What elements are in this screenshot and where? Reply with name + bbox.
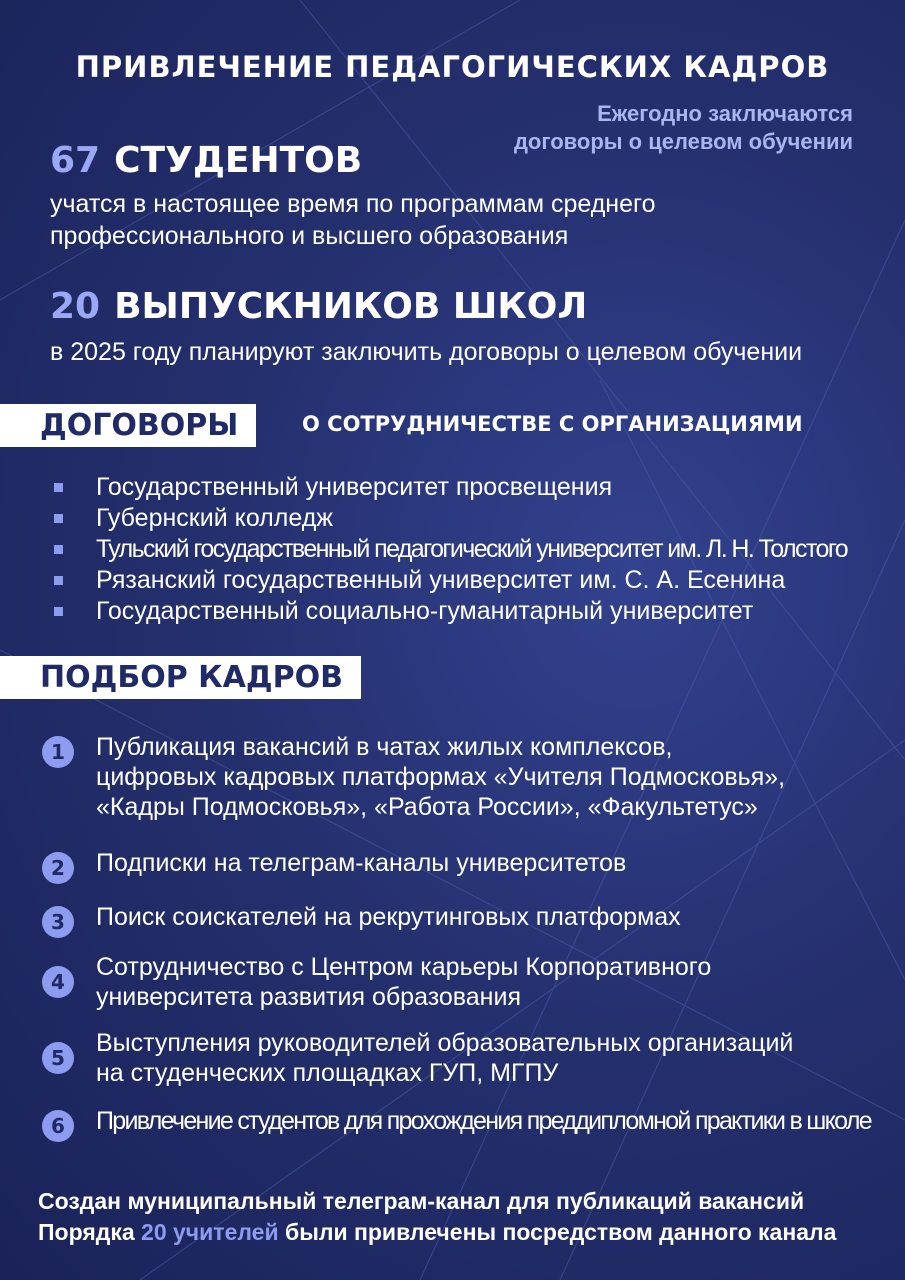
graduates-stat-heading (50, 286, 587, 327)
teachers-count-highlight: 20 учителей (141, 1219, 279, 1245)
footer-note (38, 1186, 836, 1248)
step-text: Привлечение студентов для прохождения преддипломной практики в школе (96, 1107, 871, 1135)
recruitment-label: ПОДБОР КАДРОВ (0, 656, 361, 699)
bullet-square-icon (54, 514, 63, 523)
list-item: Государственный университет просвещения (50, 472, 847, 503)
graduates-label: ВЫПУСКНИКОВ ШКОЛ (114, 286, 588, 327)
step-text: Выступления руководителей образовательных организаций на студенческих площадках ГУП, МГПУ (96, 1029, 794, 1087)
step-text: Публикация вакансий в чатах жилых комплексов, цифровых кадровых платформах «Учителя Подмосковья», «Кадры Подмосковья», «Работа России», «Факультетус» (96, 733, 786, 821)
step-number-badge: 4 (42, 966, 74, 998)
footer-line-1: Создан муниципальный телеграм-канал для публикаций вакансий (38, 1188, 805, 1214)
bullet-square-icon (54, 483, 63, 492)
students-count: 67 (50, 140, 101, 181)
graduates-description: в 2025 году планируют заключить договоры о целевом обучении (50, 338, 803, 366)
step-number-badge: 5 (42, 1042, 74, 1074)
students-stat-heading (50, 140, 362, 181)
agreements-list (50, 472, 847, 627)
students-description (50, 188, 655, 252)
agreements-subtitle: О СОТРУДНИЧЕСТВЕ С ОРГАНИЗАЦИЯМИ (302, 412, 803, 436)
bullet-square-icon (54, 607, 63, 616)
step-number-badge: 2 (42, 852, 74, 884)
graduates-count: 20 (50, 286, 101, 327)
students-desc-line-2: профессионального и высшего образования (50, 222, 569, 250)
note-line-2: договоры о целевом обучении (513, 129, 853, 154)
step-text: Подписки на телеграм-каналы университетов (96, 849, 627, 877)
list-item: Губернский колледж (50, 503, 847, 534)
step-number-badge: 1 (42, 736, 74, 768)
list-item: Рязанский государственный университет им. С. А. Есенина (50, 565, 847, 596)
list-item: Тульский государственный педагогический университет им. Л. Н. Толстого (50, 534, 847, 565)
step-text: Сотрудничество с Центром карьеры Корпоративного университета развития образования (96, 953, 712, 1011)
step-text: Поиск соискателей на рекрутинговых платформах (96, 903, 681, 931)
note-line-1: Ежегодно заключаются (597, 101, 853, 126)
step-number-badge: 6 (42, 1110, 74, 1142)
bullet-square-icon (54, 576, 63, 585)
footer-line-2: Порядка 20 учителей были привлечены посредством данного канала (38, 1219, 837, 1245)
students-desc-line-1: учатся в настоящее время по программам среднего (50, 190, 656, 218)
page-title: ПРИВЛЕЧЕНИЕ ПЕДАГОГИЧЕСКИХ КАДРОВ (75, 50, 830, 84)
students-label: СТУДЕНТОВ (114, 140, 363, 181)
agreements-label: ДОГОВОРЫ (0, 404, 256, 447)
step-number-badge: 3 (42, 906, 74, 938)
list-item: Государственный социально-гуманитарный университет (50, 596, 847, 627)
bullet-square-icon (54, 545, 63, 554)
targeted-training-note (514, 100, 853, 156)
